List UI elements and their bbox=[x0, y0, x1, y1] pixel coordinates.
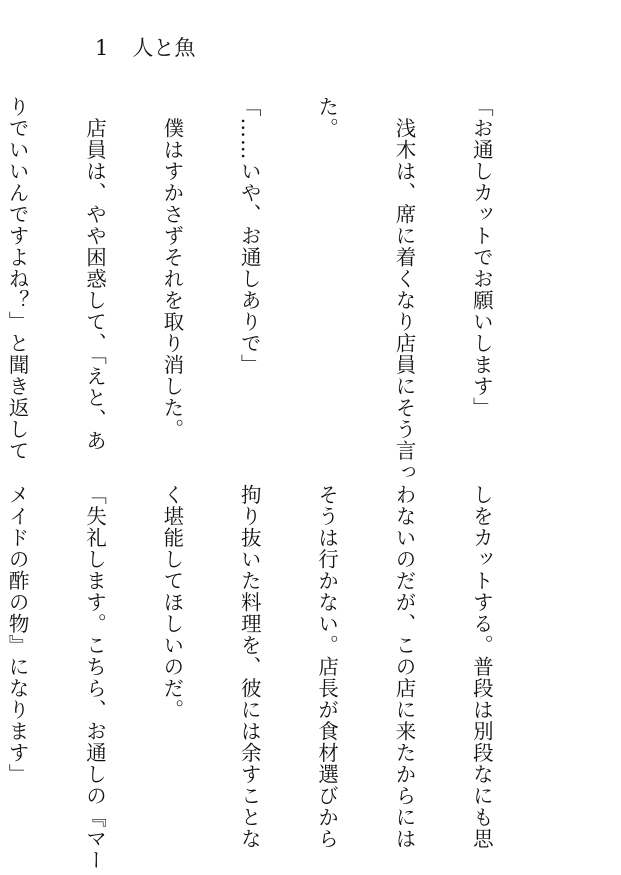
text-line: た。 bbox=[314, 96, 339, 139]
upper-text-block bbox=[0, 96, 545, 483]
text-line: 店員は、やや困惑して、「えと、あ bbox=[82, 96, 107, 452]
text-line: しをカットする。普段は別段なにも思 bbox=[469, 484, 494, 850]
text-line: 拘り抜いた料理を、彼には余すことな bbox=[237, 484, 262, 850]
text-line: そうは行かない。店長が食材選びから bbox=[314, 484, 339, 850]
text-line: わないのだが、この店に来たからには bbox=[392, 484, 417, 850]
text-line: 「……いや、お通しありで」 bbox=[237, 96, 262, 376]
text-line: 「失礼します。こちら、お通しの『マー bbox=[82, 484, 107, 871]
text-line: く堪能してほしいのだ。 bbox=[159, 484, 184, 721]
lower-text-block bbox=[0, 484, 545, 871]
text-line: 僕はすかさずそれを取り消した。 bbox=[159, 96, 184, 440]
text-line: メイドの酢の物』になります」 bbox=[5, 484, 30, 785]
chapter-number: 1 bbox=[95, 36, 109, 60]
chapter-title: 人と魚 bbox=[132, 36, 196, 60]
chapter-header bbox=[95, 38, 195, 59]
text-line: りでいいんですよね？」と聞き返して bbox=[5, 96, 30, 462]
text-line: 「お通しカットでお願いします」 bbox=[469, 96, 494, 419]
text-line: 浅木は、席に着くなり店員にそう言っ bbox=[392, 96, 417, 483]
